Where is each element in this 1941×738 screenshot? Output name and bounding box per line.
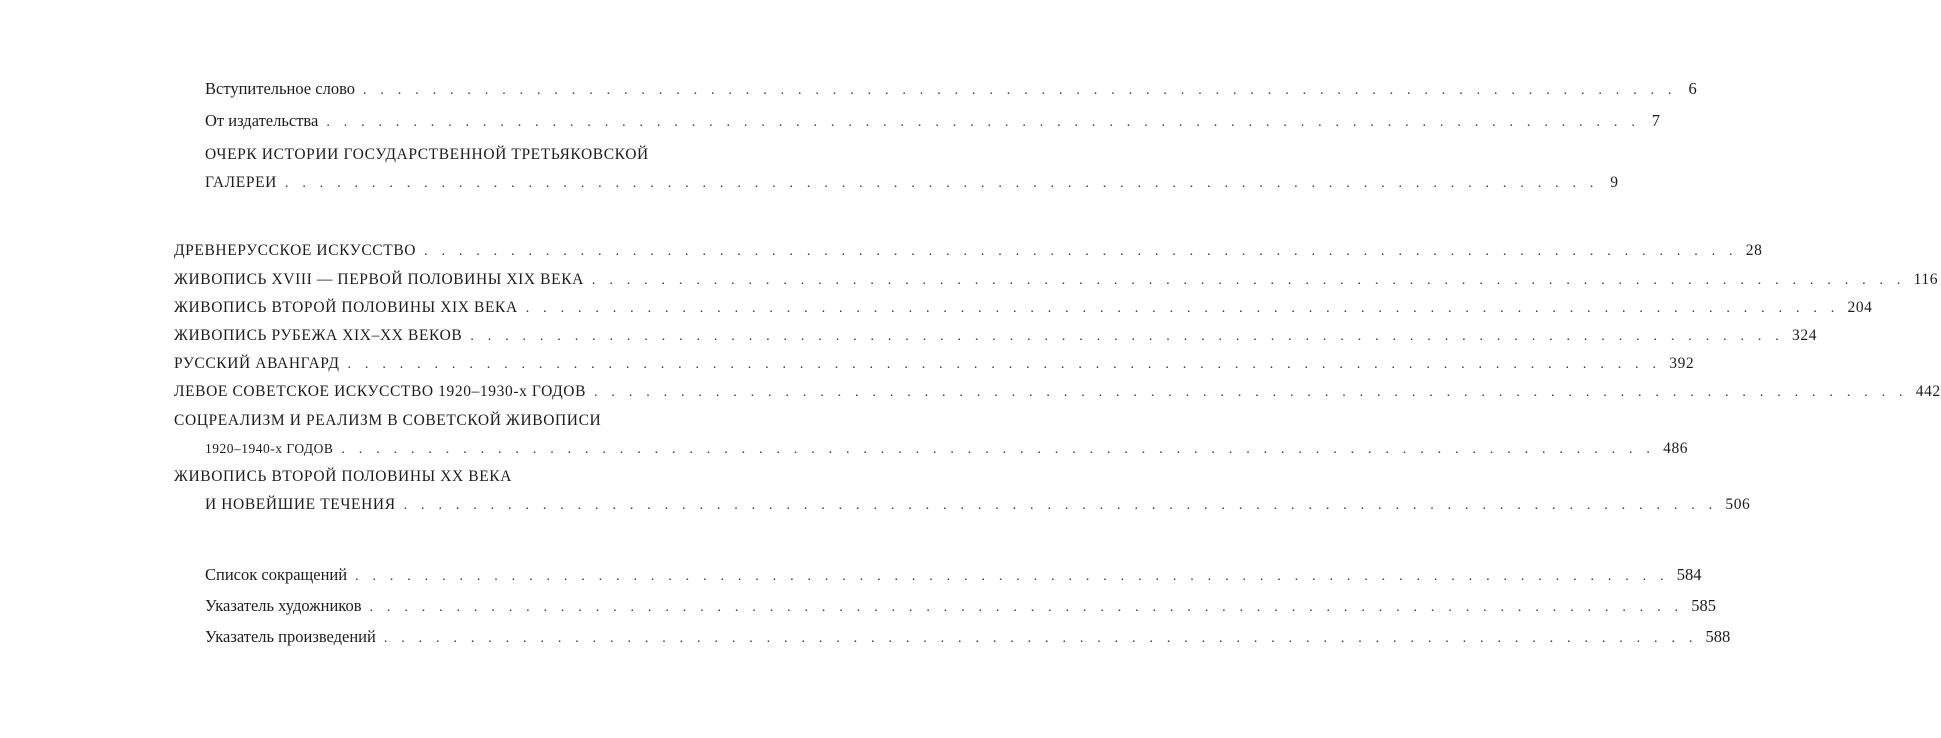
toc-entry-page: 324 xyxy=(1792,327,1818,344)
toc-entry-page: 9 xyxy=(1610,174,1619,191)
dot-leader: . . . . . . . . . . . . . . . . . . . . . . . . . . . . . . . . . . . . . . . . . . . . . . . . . . . . . . . . . . . . . . . . . . . . . . . . . . . . xyxy=(341,442,1656,457)
toc-entry-page: 506 xyxy=(1725,496,1751,513)
toc-entry-painting-turn-of-century[interactable] xyxy=(174,327,1818,345)
toc-entry-title: ЛЕВОЕ СОВЕТСКОЕ ИСКУССТВО 1920–1930-х ГОДОВ xyxy=(174,383,587,400)
toc-entry-essay-line1 xyxy=(205,146,649,164)
toc-entry-title: Список сокращений xyxy=(205,565,348,584)
dot-leader: . . . . . . . . . . . . . . . . . . . . . . . . . . . . . . . . . . . . . . . . . . . . . . . . . . . . . . . . . . . . . . . . . . . . . . . . . . . . xyxy=(591,273,1906,288)
dot-leader: . . . . . . . . . . . . . . . . . . . . . . . . . . . . . . . . . . . . . . . . . . . . . . . . . . . . . . . . . . . . . . . . . . . . . . . . . . . . xyxy=(383,631,1698,646)
toc-entry-old-russian-art[interactable] xyxy=(174,242,1763,260)
toc-entry-title: И НОВЕЙШИЕ ТЕЧЕНИЯ xyxy=(205,496,396,513)
toc-entry-left-soviet-art[interactable] xyxy=(174,383,1941,401)
dot-leader: . . . . . . . . . . . . . . . . . . . . . . . . . . . . . . . . . . . . . . . . . . . . . . . . . . . . . . . . . . . . . . . . . . . . . . . . . . . . xyxy=(470,329,1785,344)
toc-entry-title: Указатель произведений xyxy=(205,627,376,646)
toc-entry-socrealism-line1 xyxy=(174,412,601,430)
toc-entry-title: От издательства xyxy=(205,111,319,130)
toc-entry-page: 588 xyxy=(1705,627,1731,646)
toc-entry-title: СОЦРЕАЛИЗМ И РЕАЛИЗМ В СОВЕТСКОЙ ЖИВОПИСИ xyxy=(174,412,602,429)
toc-entry-abbreviations[interactable] xyxy=(205,565,1702,585)
dot-leader: . . . . . . . . . . . . . . . . . . . . . . . . . . . . . . . . . . . . . . . . . . . . . . . . . . . . . . . . . . . . . . . . . . . . . . . . . . . . xyxy=(363,83,1677,98)
toc-entry-title: ЖИВОПИСЬ ВТОРОЙ ПОЛОВИНЫ XIX ВЕКА xyxy=(174,299,518,316)
toc-entry-page: 6 xyxy=(1688,79,1697,98)
dot-leader: . . . . . . . . . . . . . . . . . . . . . . . . . . . . . . . . . . . . . . . . . . . . . . . . . . . . . . . . . . . . . . . . . . . . . . . . . . . . xyxy=(326,115,1641,130)
toc-entry-page: 486 xyxy=(1663,440,1689,457)
toc-entry-page: 442 xyxy=(1915,383,1941,400)
toc-entry-title: ГАЛЕРЕИ xyxy=(205,174,277,191)
toc-entry-title: Указатель художников xyxy=(205,596,362,615)
toc-entry-title: ДРЕВНЕРУССКОЕ ИСКУССТВО xyxy=(174,242,417,259)
toc-entry-late-20th[interactable] xyxy=(205,496,1751,514)
toc-entry-title: ЖИВОПИСЬ РУБЕЖА XIX–XX ВЕКОВ xyxy=(174,327,463,344)
toc-entry-socrealism[interactable] xyxy=(205,440,1689,458)
toc-entry-page: 585 xyxy=(1691,596,1716,615)
dot-leader: . . . . . . . . . . . . . . . . . . . . . . . . . . . . . . . . . . . . . . . . . . . . . . . . . . . . . . . . . . . . . . . . . . . . . . . . . . . . xyxy=(347,357,1662,372)
toc-entry-artists-index[interactable] xyxy=(205,596,1716,616)
toc-entry-title: Вступительное слово xyxy=(205,79,355,98)
dot-leader: . . . . . . . . . . . . . . . . . . . . . . . . . . . . . . . . . . . . . . . . . . . . . . . . . . . . . . . . . . . . . . . . . . . . . . . . . . . . xyxy=(355,569,1669,584)
toc-entry-title: ЖИВОПИСЬ ВТОРОЙ ПОЛОВИНЫ XX ВЕКА xyxy=(174,468,513,485)
toc-entry-painting-late-19[interactable] xyxy=(174,299,1873,317)
toc-entry-title: ОЧЕРК ИСТОРИИ ГОСУДАРСТВЕННОЙ ТРЕТЬЯКОВСКОЙ xyxy=(205,146,649,163)
toc-entry-painting-18-19[interactable] xyxy=(174,271,1939,289)
toc-entry-title: РУССКИЙ АВАНГАРД xyxy=(174,355,340,372)
toc-entry-foreword[interactable] xyxy=(205,79,1697,99)
dot-leader: . . . . . . . . . . . . . . . . . . . . . . . . . . . . . . . . . . . . . . . . . . . . . . . . . . . . . . . . . . . . . . . . . . . . . . . . . . . . xyxy=(525,301,1840,316)
toc-entry-page: 392 xyxy=(1669,355,1695,372)
dot-leader: . . . . . . . . . . . . . . . . . . . . . . . . . . . . . . . . . . . . . . . . . . . . . . . . . . . . . . . . . . . . . . . . . . . . . . . . . . . . xyxy=(594,385,1908,400)
toc-entry-page: 584 xyxy=(1676,565,1702,584)
toc-entry-essay[interactable] xyxy=(205,174,1619,192)
dot-leader: . . . . . . . . . . . . . . . . . . . . . . . . . . . . . . . . . . . . . . . . . . . . . . . . . . . . . . . . . . . . . . . . . . . . . . . . . . . . xyxy=(403,498,1718,513)
dot-leader: . . . . . . . . . . . . . . . . . . . . . . . . . . . . . . . . . . . . . . . . . . . . . . . . . . . . . . . . . . . . . . . . . . . . . . . . . . . . xyxy=(424,244,1738,259)
toc-entry-page: 28 xyxy=(1745,242,1763,259)
dot-leader: . . . . . . . . . . . . . . . . . . . . . . . . . . . . . . . . . . . . . . . . . . . . . . . . . . . . . . . . . . . . . . . . . . . . . . . . . . . . xyxy=(369,600,1684,615)
toc-entry-late-20th-line1 xyxy=(174,468,512,486)
dot-leader: . . . . . . . . . . . . . . . . . . . . . . . . . . . . . . . . . . . . . . . . . . . . . . . . . . . . . . . . . . . . . . . . . . . . . . . . . . . . xyxy=(284,176,1599,191)
toc-entry-russian-avant-garde[interactable] xyxy=(174,355,1695,373)
toc-entry-publisher-note[interactable] xyxy=(205,111,1661,131)
toc-entry-title: 1920–1940-х ГОДОВ xyxy=(205,441,334,456)
toc-entry-page: 116 xyxy=(1913,271,1939,288)
toc-entry-works-index[interactable] xyxy=(205,627,1731,647)
toc-entry-title: ЖИВОПИСЬ XVIII — ПЕРВОЙ ПОЛОВИНЫ XIX ВЕКА xyxy=(174,271,584,288)
toc-entry-page: 204 xyxy=(1847,299,1873,316)
toc-entry-page: 7 xyxy=(1651,111,1661,130)
